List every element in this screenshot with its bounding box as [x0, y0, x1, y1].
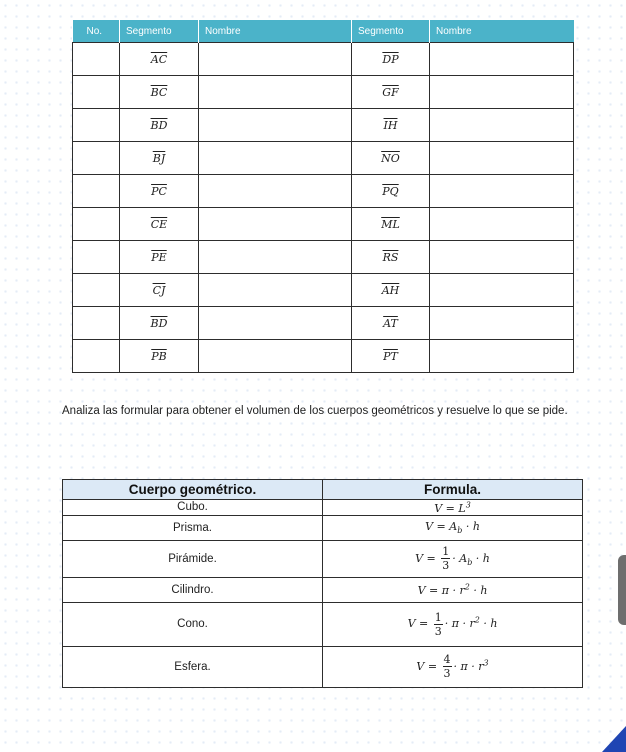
formula-cell: V = $\frac{4}{3}$ · $\pi \cdot r^3$ — [323, 646, 583, 687]
formula-cell: $V = A_b \cdot h$ — [323, 515, 583, 540]
row-number-cell — [73, 43, 120, 76]
segment-right: $\overline{IH}$ — [352, 109, 430, 142]
name-left-cell — [199, 109, 352, 142]
name-left-cell — [199, 208, 352, 241]
name-left-cell — [199, 43, 352, 76]
name-right-cell — [430, 241, 574, 274]
name-right-cell — [430, 76, 574, 109]
body-name: Cubo. — [63, 500, 323, 516]
name-left-cell — [199, 307, 352, 340]
row-number-cell — [73, 340, 120, 373]
segment-left: $\overline{PE}$ — [120, 241, 199, 274]
formula-row-piramide — [63, 540, 583, 577]
corner-decoration — [602, 726, 626, 752]
name-right-cell — [430, 43, 574, 76]
segment-right: $\overline{NO}$ — [352, 142, 430, 175]
segment-left: $\overline{CJ}$ — [120, 274, 199, 307]
row-number-cell — [73, 76, 120, 109]
side-tab — [618, 555, 626, 625]
formula-row-prisma — [63, 515, 583, 540]
segment-right: $\overline{AH}$ — [352, 274, 430, 307]
segment-left: $\overline{BC}$ — [120, 76, 199, 109]
segment-row — [73, 76, 574, 109]
name-left-cell — [199, 241, 352, 274]
segment-left: $\overline{CE}$ — [120, 208, 199, 241]
formula-row-esfera — [63, 646, 583, 687]
formula-cell: V = $\frac{1}{3}$ · $A_b \cdot h$ — [323, 540, 583, 577]
name-right-cell — [430, 208, 574, 241]
segment-left: $\overline{BD}$ — [120, 109, 199, 142]
body-name: Pirámide. — [63, 540, 323, 577]
name-right-cell — [430, 340, 574, 373]
name-right-cell — [430, 142, 574, 175]
segment-right: $\overline{DP}$ — [352, 43, 430, 76]
name-left-cell — [199, 340, 352, 373]
name-left-cell — [199, 76, 352, 109]
segment-right: $\overline{ML}$ — [352, 208, 430, 241]
body-name: Cilindro. — [63, 577, 323, 602]
row-number-cell — [73, 307, 120, 340]
segment-row — [73, 274, 574, 307]
formula-row-cilindro — [63, 577, 583, 602]
segment-row — [73, 43, 574, 76]
name-right-cell — [430, 109, 574, 142]
segment-left: $\overline{PB}$ — [120, 340, 199, 373]
segment-row — [73, 340, 574, 373]
instructions-text: Analiza las formular para obtener el volumen de los cuerpos geométricos y resuelve lo que se pide. — [62, 405, 568, 417]
body-name: Cono. — [63, 602, 323, 646]
segment-left: $\overline{AC}$ — [120, 43, 199, 76]
segment-left: $\overline{BJ}$ — [120, 142, 199, 175]
name-right-cell — [430, 175, 574, 208]
formula-table-header — [63, 480, 583, 500]
formula-table — [62, 479, 583, 688]
header-nombre-right: Nombre — [430, 20, 574, 43]
row-number-cell — [73, 208, 120, 241]
row-number-cell — [73, 175, 120, 208]
name-right-cell — [430, 274, 574, 307]
segment-table — [72, 20, 574, 373]
segment-row — [73, 175, 574, 208]
segment-right: $\overline{PT}$ — [352, 340, 430, 373]
segment-left: $\overline{BD}$ — [120, 307, 199, 340]
header-nombre-left: Nombre — [199, 20, 352, 43]
header-cuerpo: Cuerpo geométrico. — [63, 480, 323, 500]
segment-row — [73, 307, 574, 340]
formula-cell: $V = \pi \cdot r^2 \cdot h$ — [323, 577, 583, 602]
segment-right: $\overline{RS}$ — [352, 241, 430, 274]
segment-left: $\overline{PC}$ — [120, 175, 199, 208]
segment-row — [73, 208, 574, 241]
row-number-cell — [73, 241, 120, 274]
formula-row-cono — [63, 602, 583, 646]
formula-cell: $V = L^3$ — [323, 500, 583, 516]
segment-right: $\overline{AT}$ — [352, 307, 430, 340]
name-left-cell — [199, 274, 352, 307]
row-number-cell — [73, 142, 120, 175]
formula-cell: V = $\frac{1}{3}$ · $\pi \cdot r^2 \cdot h$ — [323, 602, 583, 646]
header-segmento-left: Segmento — [120, 20, 199, 43]
row-number-cell — [73, 109, 120, 142]
segment-row — [73, 241, 574, 274]
header-segmento-right: Segmento — [352, 20, 430, 43]
segment-right: $\overline{PQ}$ — [352, 175, 430, 208]
name-left-cell — [199, 175, 352, 208]
body-name: Prisma. — [63, 515, 323, 540]
formula-row-cubo — [63, 500, 583, 516]
segment-right: $\overline{GF}$ — [352, 76, 430, 109]
body-name: Esfera. — [63, 646, 323, 687]
segment-table-header — [73, 20, 574, 43]
name-left-cell — [199, 142, 352, 175]
name-right-cell — [430, 307, 574, 340]
row-number-cell — [73, 274, 120, 307]
header-formula: Formula. — [323, 480, 583, 500]
segment-row — [73, 142, 574, 175]
segment-row — [73, 109, 574, 142]
header-no: No. — [73, 20, 120, 43]
